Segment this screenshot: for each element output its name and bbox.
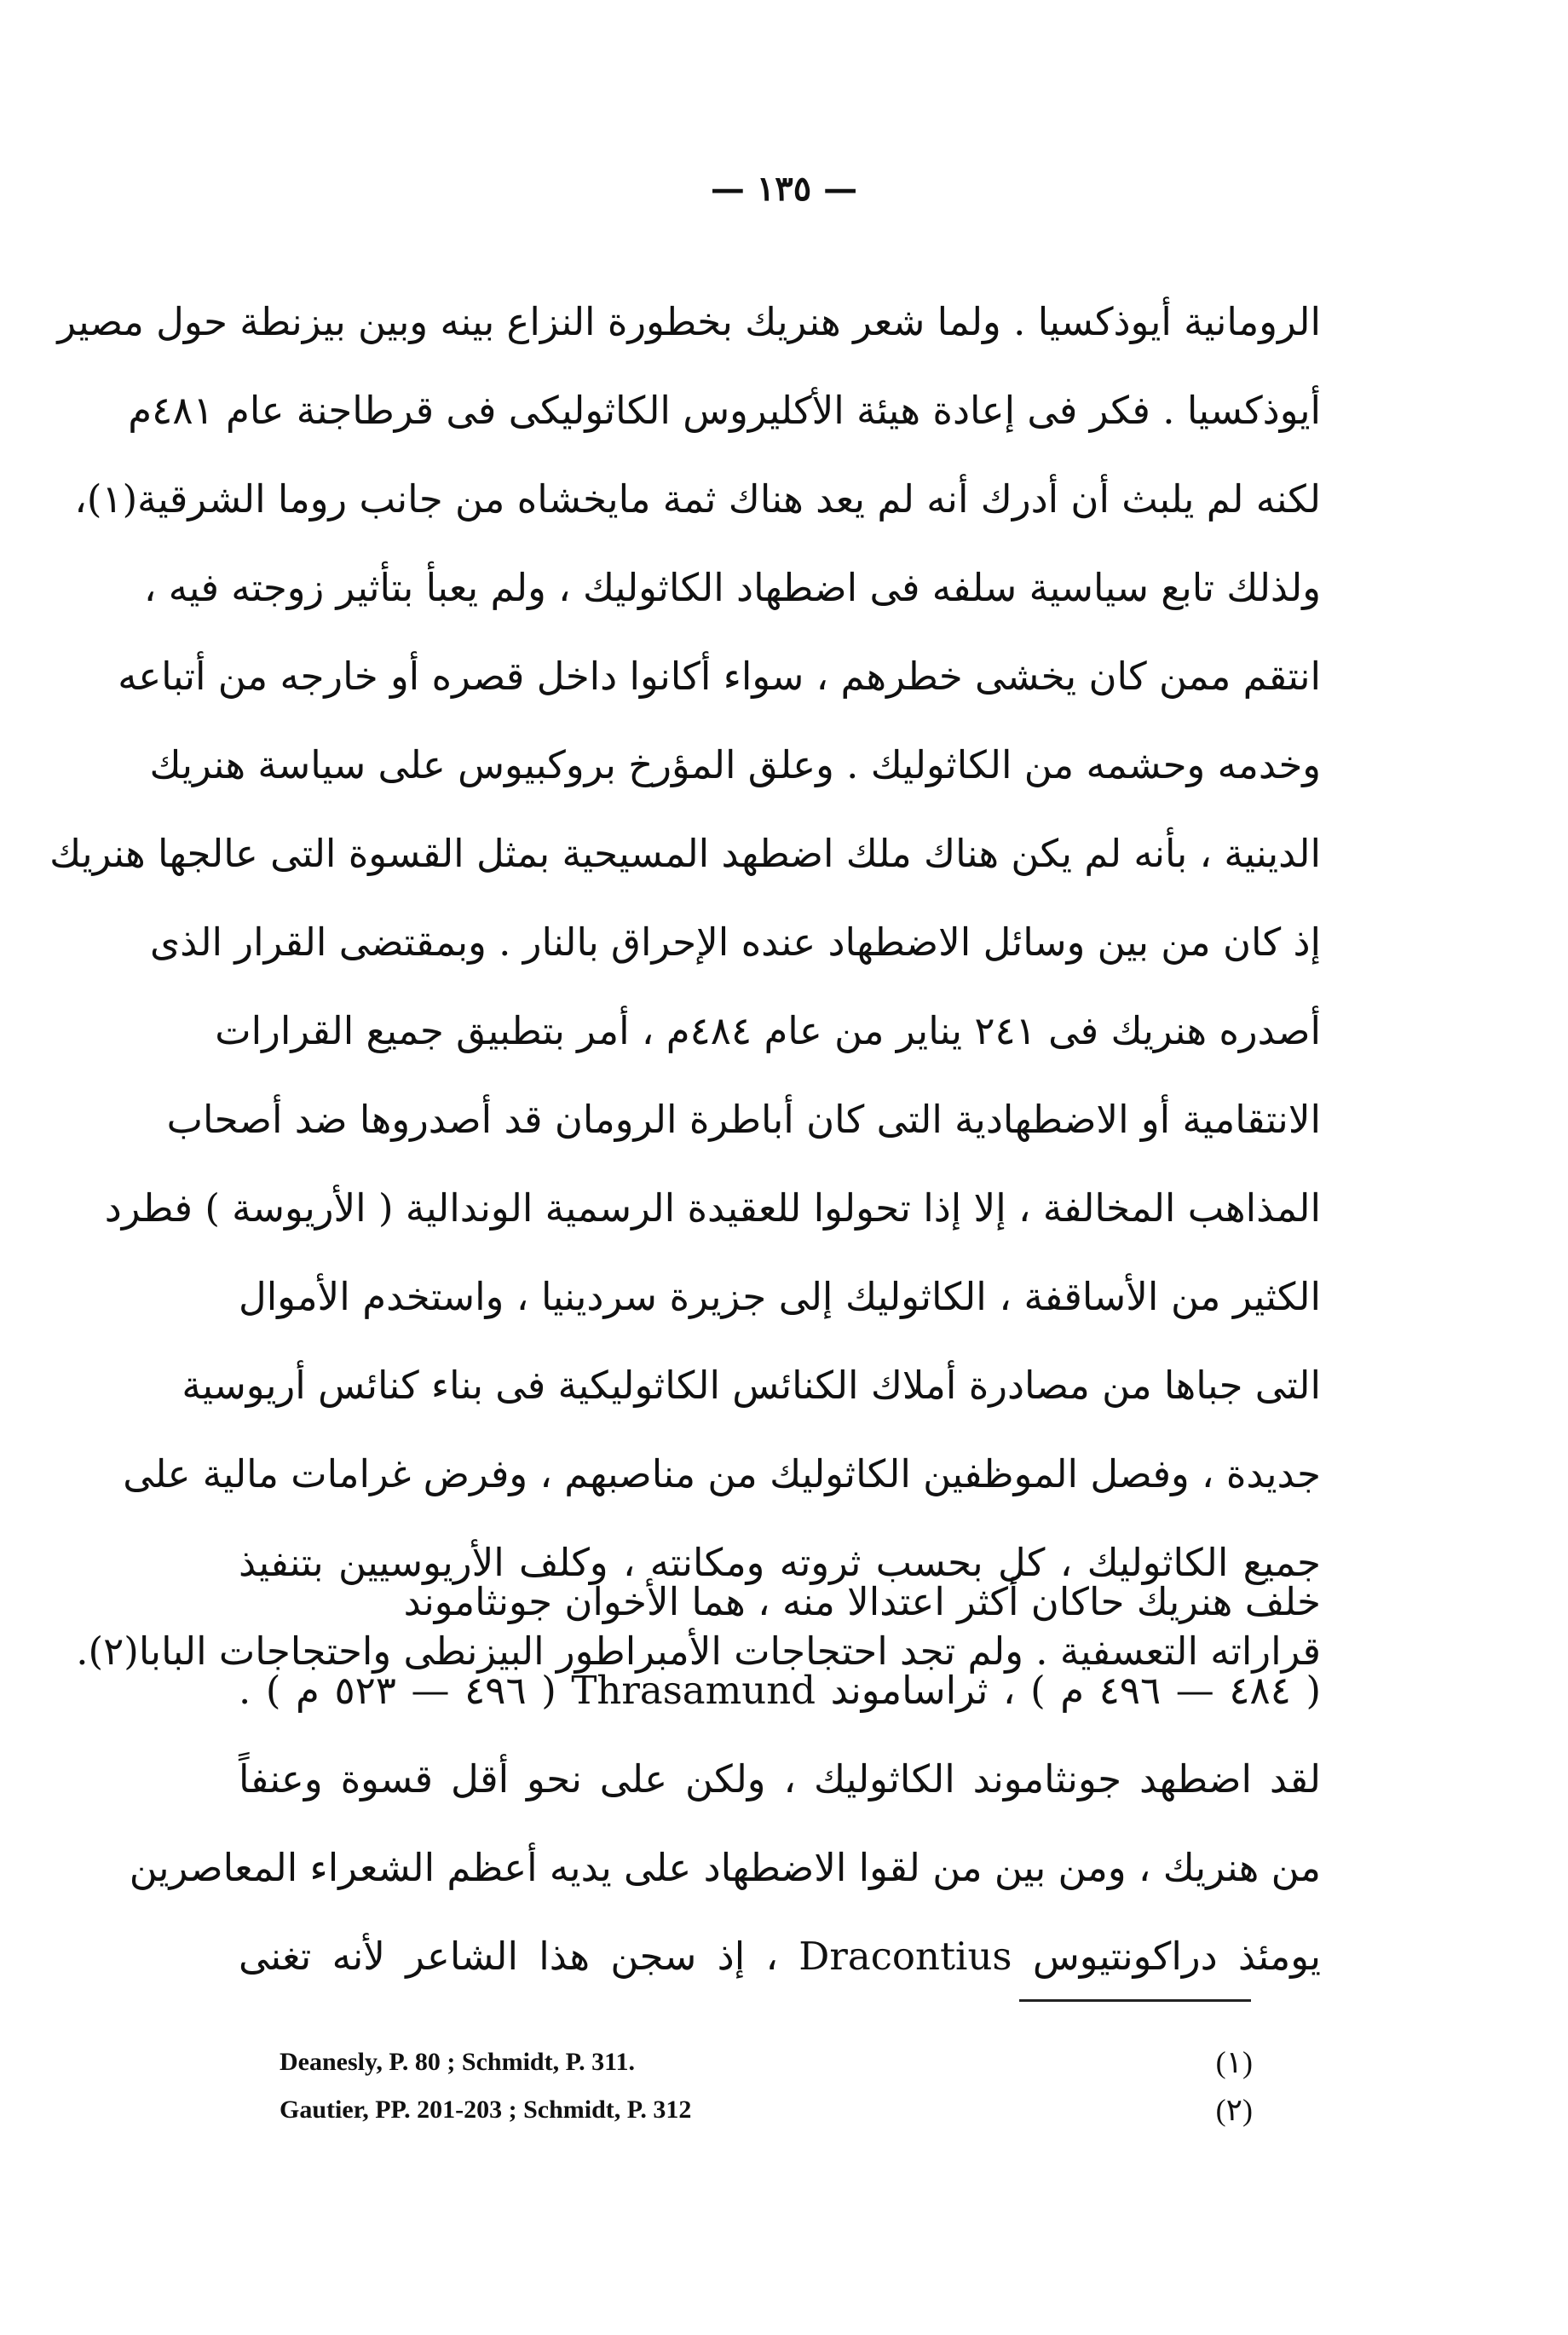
page-number: — ١٣٥ —	[710, 169, 858, 209]
footnote-divider	[1019, 1999, 1251, 2002]
text-line: ولذلك تابع سياسية سلفه فى اضطهاد الكاثوليك ، ولم يعبأ بتأثير زوجته فيه ،	[143, 565, 1321, 610]
footnote-marker: (٢)	[1215, 2093, 1253, 2127]
footnote	[256, 2038, 1253, 2086]
text-line: انتقم ممن كان يخشى خطرهم ، سواء أكانوا داخل قصره أو خارجه من أتباعه	[118, 654, 1321, 699]
text-line: يومئذ دراكونتيوس Dracontius ، إذ سجن هذا الشاعر لأنه تغنى	[239, 1934, 1321, 1979]
text-line: المذاهب المخالفة ، إلا إذا تحولوا للعقيدة الرسمية الوندالية ( الأريوسة ) فطرد	[104, 1185, 1321, 1231]
text-line: جديدة ، وفصل الموظفين الكاثوليك من مناصبهم ، وفرض غرامات مالية على	[123, 1451, 1321, 1496]
text-line: الانتقامية أو الاضطهادية التى كان أباطرة الرومان قد أصدروها ضد أصحاب	[166, 1097, 1321, 1142]
text-line: لكنه لم يلبث أن أدرك أنه لم يعد هناك ثمة مايخشاه من جانب روما الشرقية(١)،	[74, 476, 1321, 522]
text-line: ( ٤٨٤ — ٤٩٦ م ) ، ثراساموند Thrasamund ( ٤٩٦ — ٥٢٣ م ) .	[239, 1668, 1322, 1713]
text-line: خلف هنريك حاكان أكثر اعتدالا منه ، هما الأخوان جونثاموند	[403, 1579, 1321, 1624]
text-line: الدينية ، بأنه لم يكن هناك ملك اضطهد المسيحية بمثل القسوة التى عالجها هنريك	[49, 831, 1321, 876]
text-line: لقد اضطهد جونثاموند الكاثوليك ، ولكن على نحو أقل قسوة وعنفاً	[239, 1756, 1321, 1802]
footnote	[256, 2086, 1253, 2134]
text-line: الرومانية أيوذكسيا . ولما شعر هنريك بخطورة النزاع بينه وبين بيزنطة حول مصير	[57, 299, 1321, 344]
footnote-text: Gautier, PP. 201-203 ; Schmidt, P. 312	[280, 2096, 692, 2124]
text-line: قراراته التعسفية . ولم تجد احتجاجات الأمبراطور البيزنطى واحتجاجات البابا(٢).	[76, 1629, 1321, 1674]
text-line: وخدمه وحشمه من الكاثوليك . وعلق المؤرخ بروكبيوس على سياسة هنريك	[149, 742, 1321, 787]
text-line: من هنريك ، ومن بين من لقوا الاضطهاد على يديه أعظم الشعراء المعاصرين	[129, 1845, 1321, 1890]
text-line: أيوذكسيا . فكر فى إعادة هيئة الأكليروس الكاثوليكى فى قرطاجنة عام ٤٨١م	[128, 388, 1321, 433]
text-line: الكثير من الأساقفة ، الكاثوليك إلى جزيرة سردينيا ، واستخدم الأموال	[239, 1274, 1321, 1319]
text-line: التى جباها من مصادرة أملاك الكنائس الكاثوليكية فى بناء كنائس أريوسية	[182, 1363, 1321, 1408]
text-line: جميع الكاثوليك ، كل بحسب ثروته ومكانته ، وكلف الأريوسيين بتنفيذ	[239, 1540, 1321, 1585]
footnote-text: Deanesly, P. 80 ; Schmidt, P. 311.	[280, 2048, 635, 2076]
text-line: أصدره هنريك فى ٢٤١ يناير من عام ٤٨٤م ، أمر بتطبيق جميع القرارات	[215, 1008, 1321, 1053]
footnote-marker: (١)	[1215, 2045, 1253, 2079]
paragraph-1	[49, 278, 1321, 1696]
paragraph-2	[76, 1558, 1322, 2001]
text-line: إذ كان من بين وسائل الاضطهاد عنده الإحراق بالنار . وبمقتضى القرار الذى	[150, 920, 1321, 965]
footnotes	[256, 2038, 1253, 2134]
